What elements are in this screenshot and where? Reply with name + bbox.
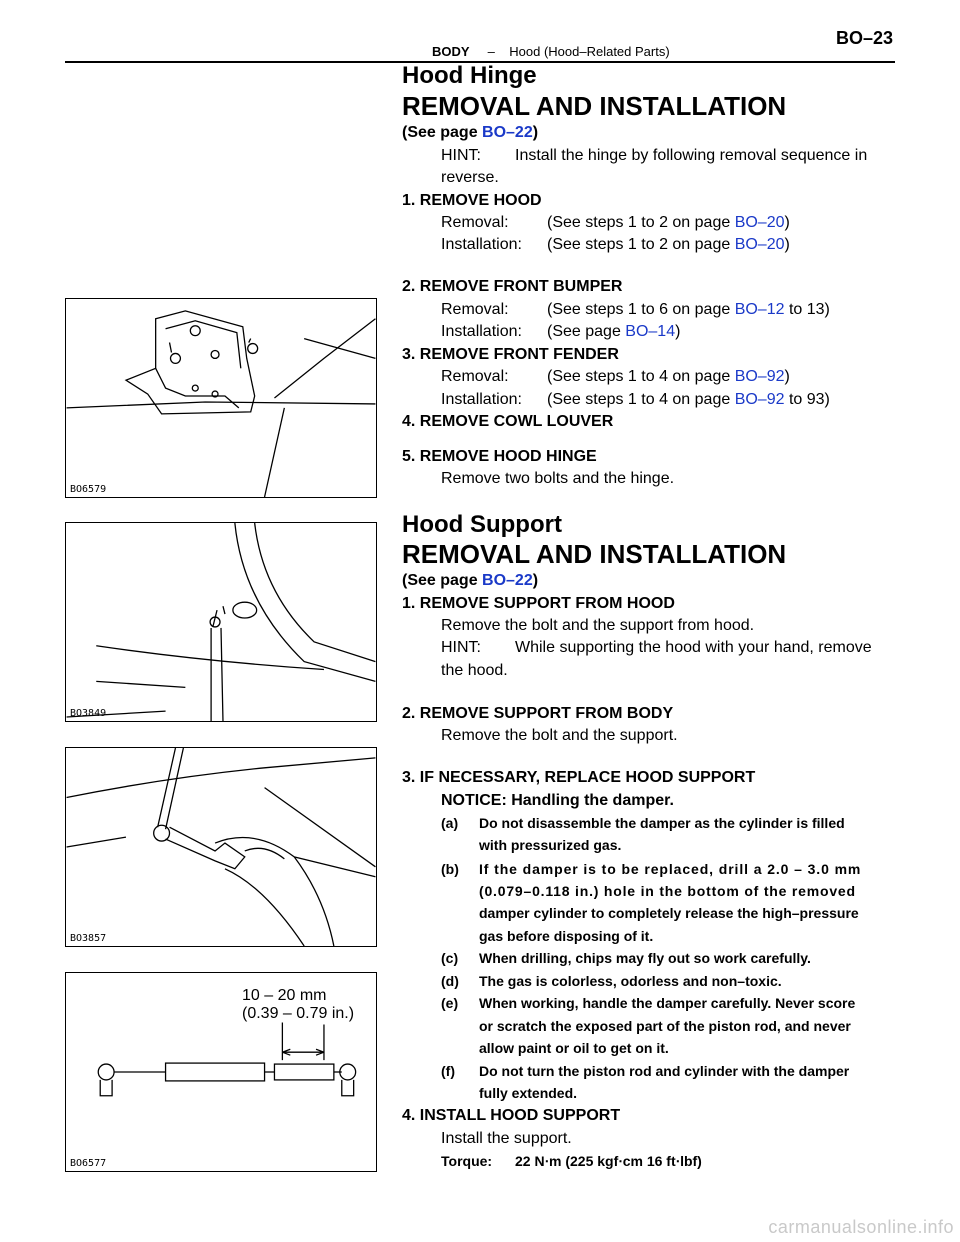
hinge-hint-label: HINT: <box>441 147 481 164</box>
hinge-step1-ins-link[interactable]: BO–20 <box>734 236 785 253</box>
hinge-step1-title: 1. REMOVE HOOD <box>402 192 542 209</box>
support-step4-text: Install the support. <box>441 1130 572 1147</box>
item-e-l2: or scratch the exposed part of the piston rod, and never <box>479 1018 851 1034</box>
hinge-hint-text: Install the hinge by following removal sequence in <box>515 147 868 164</box>
hinge-step1-rem-link[interactable]: BO–20 <box>734 214 785 231</box>
hinge-step2-ins: (See page BO–14) <box>547 323 681 340</box>
support-see-page: (See page BO–22) <box>402 572 539 589</box>
running-header <box>432 44 670 59</box>
hinge-step1-ins: (See steps 1 to 2 on page BO–20) <box>547 236 790 253</box>
item-e-key: (e) <box>441 995 459 1011</box>
item-a-key: (a) <box>441 815 459 831</box>
item-f-key: (f) <box>441 1063 455 1079</box>
figure-hood-hinge <box>65 298 377 498</box>
support-step2-title: 2. REMOVE SUPPORT FROM BODY <box>402 705 674 722</box>
hinge-step3-ins: (See steps 1 to 4 on page BO–92 to 93) <box>547 391 830 408</box>
item-d-key: (d) <box>441 973 459 989</box>
support-step3-title: 3. IF NECESSARY, REPLACE HOOD SUPPORT <box>402 769 756 786</box>
item-d-l1: The gas is colorless, odorless and non–toxic. <box>479 973 782 989</box>
figure-damper-dimension <box>65 972 377 1172</box>
hinge-step3-rem-label: Removal: <box>441 368 509 385</box>
page-number: BO–23 <box>836 28 894 48</box>
hinge-see-page: (See page BO–22) <box>402 124 539 141</box>
hinge-step1-ins-label: Installation: <box>441 236 522 253</box>
hinge-step3-ins-label: Installation: <box>441 391 522 408</box>
support-step1-title: 1. REMOVE SUPPORT FROM HOOD <box>402 595 675 612</box>
item-b-l2: (0.079–0.118 in.) hole in the bottom of the removed <box>479 883 856 899</box>
watermark: carmanualsonline.info <box>768 1217 954 1237</box>
figure-code: BO6577 <box>70 1158 107 1169</box>
item-a-l1: Do not disassemble the damper as the cylinder is filled <box>479 815 845 831</box>
figure-support-body <box>65 747 377 947</box>
figure-code: BO3857 <box>70 933 107 944</box>
item-f-l1: Do not turn the piston rod and cylinder with the damper <box>479 1063 850 1079</box>
support-subtitle: REMOVAL AND INSTALLATION <box>402 539 787 569</box>
hinge-step1-rem-label: Removal: <box>441 214 509 231</box>
torque-label: Torque: <box>441 1153 493 1169</box>
header-topic: Hood (Hood–Related Parts) <box>509 44 670 59</box>
item-b-l3: damper cylinder to completely release the high–pressure <box>479 905 859 921</box>
header-dash: – <box>487 44 495 59</box>
support-title: Hood Support <box>402 511 562 538</box>
support-step2-text: Remove the bolt and the support. <box>441 727 678 744</box>
hinge-step5-title: 5. REMOVE HOOD HINGE <box>402 448 597 465</box>
hinge-hint-text2: reverse. <box>441 169 499 186</box>
dim-in: (0.39 – 0.79 in.) <box>242 1005 355 1022</box>
hinge-step4-title: 4. REMOVE COWL LOUVER <box>402 413 614 430</box>
hinge-step5-text: Remove two bolts and the hinge. <box>441 470 675 487</box>
hinge-step2-rem: (See steps 1 to 6 on page BO–12 to 13) <box>547 301 830 318</box>
wrench-hand-illustration <box>66 748 376 946</box>
hood-hinge-illustration <box>66 299 376 497</box>
figure-code: BO3849 <box>70 708 107 719</box>
item-c-key: (c) <box>441 950 459 966</box>
support-step1-text: Remove the bolt and the support from hood. <box>441 617 755 634</box>
hinge-step2-title: 2. REMOVE FRONT BUMPER <box>402 278 623 295</box>
item-f-l2: fully extended. <box>479 1085 578 1101</box>
hinge-step3-rem-link[interactable]: BO–92 <box>734 368 785 385</box>
hinge-step2-ins-link[interactable]: BO–14 <box>625 323 676 340</box>
hinge-step3-rem: (See steps 1 to 4 on page BO–92) <box>547 368 790 385</box>
hinge-step2-rem-link[interactable]: BO–12 <box>734 301 785 318</box>
torque-value: 22 N⋅m (225 kgf⋅cm 16 ft⋅lbf) <box>515 1153 702 1169</box>
item-b-l4: gas before disposing of it. <box>479 928 654 944</box>
figure-support-hood <box>65 522 377 722</box>
item-e-l3: allow paint or oil to get on it. <box>479 1040 669 1056</box>
support-see-link[interactable]: BO–22 <box>482 572 533 589</box>
support-hood-illustration <box>66 523 376 721</box>
item-a-l2: with pressurized gas. <box>479 837 622 853</box>
hinge-step3-title: 3. REMOVE FRONT FENDER <box>402 346 619 363</box>
hinge-step2-rem-label: Removal: <box>441 301 509 318</box>
figure-code: BO6579 <box>70 484 107 495</box>
hinge-see-link[interactable]: BO–22 <box>482 124 533 141</box>
support-step3-notice: NOTICE: Handling the damper. <box>441 792 674 809</box>
support-step1-hint-text: While supporting the hood with your hand, remove <box>515 639 872 656</box>
support-step4-title: 4. INSTALL HOOD SUPPORT <box>402 1107 621 1124</box>
hinge-step3-ins-link[interactable]: BO–92 <box>734 391 785 408</box>
damper-illustration <box>66 973 376 1171</box>
header-section: BODY <box>432 44 470 59</box>
item-e-l1: When working, handle the damper carefully. Never score <box>479 995 856 1011</box>
support-step1-hint-label: HINT: <box>441 639 481 656</box>
item-b-l1: If the damper is to be replaced, drill a 2.0 – 3.0 mm <box>479 861 862 877</box>
item-c-l1: When drilling, chips may fly out so work carefully. <box>479 950 811 966</box>
support-step1-hint-text2: the hood. <box>441 662 508 679</box>
hinge-step1-rem: (See steps 1 to 2 on page BO–20) <box>547 214 790 231</box>
item-b-key: (b) <box>441 861 459 877</box>
hinge-step2-ins-label: Installation: <box>441 323 522 340</box>
dim-mm: 10 – 20 mm <box>242 987 327 1004</box>
hinge-subtitle: REMOVAL AND INSTALLATION <box>402 91 787 121</box>
hinge-title: Hood Hinge <box>402 62 537 89</box>
